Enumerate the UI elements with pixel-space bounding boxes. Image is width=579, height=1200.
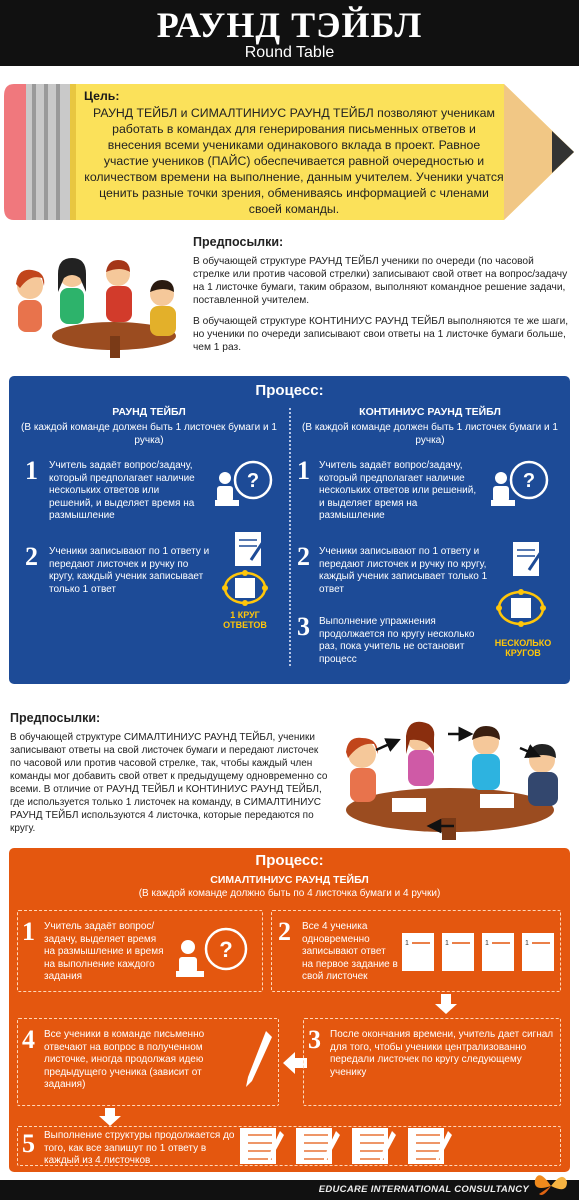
svg-text:1: 1 [525, 940, 529, 947]
step-number: 1 [22, 917, 35, 946]
goal-text: РАУНД ТЕЙБЛ и СИМАЛТИНИУС РАУНД ТЕЙБЛ позволяют ученикам работать в командах для генерирования письменных ответов и внесения всеми учениками одинакового вклада в проект. Равное участие учеников (ПАЙС) обеспечивается равной очередностью и количеством времени на выполнение, данным учителем. Ученики учатся ценить разные точки зрения, обмениваясь информацией с членами своей команды. [84, 106, 504, 216]
process-1-title: Процесс: [255, 382, 324, 399]
simultaneous-step-2: Все 4 ученика одновременно записывают ответ на первое задание в свой листочек [302, 921, 398, 982]
round-table-step-1: Учитель задаёт вопрос/задачу, который предполагает наличие нескольких ответов или решений, и выделяет время на размышление [49, 460, 195, 521]
prerequisites-2-text: В обучающей структуре СИМАЛТИНИУС РАУНД ТЕЙБЛ, ученики записывают ответы на свой листочек бумаги и передают листочек по часовой или против часовой стрелке, так, чтобы каждый член команды мог добавить свой ответ к предыдущему одновременно со всеми. В отличие от РАУНД ТЕЙБЛ и КОНТИНИУС РАУНД ТЕЙБЛ, где используется только 1 листочек на команду, в СИМАЛТИНИУС РАУНД ТЕЙБЛ используются 4 листочка, которые передаются по кругу. [10, 732, 328, 834]
svg-text:1: 1 [445, 940, 449, 947]
students-writing-illustration [330, 708, 574, 842]
circular-pass-icon [493, 588, 549, 628]
continuous-round-table-title: КОНТИНИУС РАУНД ТЕЙБЛ [359, 406, 501, 418]
step-number: 3 [297, 612, 310, 641]
simultaneous-step-4-box [17, 1018, 279, 1106]
prerequisites-1 [193, 236, 573, 362]
simultaneous-step-5-box [17, 1126, 561, 1166]
circular-pass-icon [219, 570, 271, 606]
footer [0, 1180, 579, 1200]
prerequisites-1-paragraph-2: В обучающей структуре КОНТИНИУС РАУНД ТЕЙБЛ выполняются те же шаги, но ученики по очереди записывают свои ответы на 1 листочке бумаги больше, чем 1 раз. [193, 316, 569, 353]
footer-text: EDUCARE INTERNATIONAL CONSULTANCY [318, 1184, 529, 1195]
simultaneous-step-3: После окончания времени, учитель дает сигнал для того, чтобы ученики централизованно передали листочек по кругу следующему ученику [330, 1029, 554, 1078]
simultaneous-step-5: Выполнение структуры продолжается до того, как все запишут по 1 ответу в каждый из 4 листочков [44, 1130, 235, 1166]
step-number: 2 [25, 542, 38, 571]
simultaneous-step-2-box [271, 910, 561, 992]
step-number: 2 [297, 542, 310, 571]
step-number: 3 [308, 1025, 321, 1054]
paper-pen-icon [231, 530, 271, 570]
page-title: РАУНД ТЭЙБЛ [156, 5, 423, 45]
step-number: 1 [25, 456, 38, 485]
goal-label: Цель: [84, 89, 120, 103]
arrow-down-icon [435, 994, 457, 1014]
process-2-title: Процесс: [255, 852, 324, 869]
simultaneous-title: СИМАЛТИНИУС РАУНД ТЕЙБЛ [210, 874, 369, 886]
four-filled-papers-icon [240, 1127, 540, 1165]
round-table-step-2: Ученики записывают по 1 ответу и передают листочек и ручку по кругу, каждый ученик записывает только 1 ответ [49, 546, 210, 595]
goal-block [84, 88, 504, 217]
round-table-subtitle: (В каждой команде должен быть 1 листочек бумаги и 1 ручка) [21, 422, 277, 446]
process-panel-orange [9, 848, 570, 1172]
prerequisites-2 [10, 712, 328, 835]
students-at-table-illustration [6, 244, 182, 360]
arrow-down-icon [99, 1108, 121, 1126]
butterfly-logo-icon [533, 1168, 569, 1200]
continuous-round-table-subtitle: (В каждой команде должен быть 1 листочек бумаги и 1 ручка) [302, 422, 558, 446]
continuous-step-1: Учитель задаёт вопрос/задачу, который предполагает наличие нескольких ответов или решений, и выделяет время на размышление [319, 460, 477, 521]
continuous-step-2: Ученики записывают по 1 ответу и передают листочек и ручку по кругу, каждый ученик записывает только 1 ответ [319, 546, 488, 595]
svg-text:?: ? [522, 470, 536, 492]
paper-pen-icon [509, 540, 549, 580]
teacher-question-icon [489, 456, 551, 508]
svg-text:1: 1 [405, 940, 409, 947]
step-number: 5 [22, 1129, 35, 1158]
svg-text:?: ? [219, 937, 233, 962]
pen-icon [244, 1029, 274, 1089]
step-number: 1 [297, 456, 310, 485]
column-divider [289, 408, 291, 666]
four-papers-icon [400, 929, 558, 973]
simultaneous-step-4: Все ученики в команде письменно отвечают на вопрос в полученном листочке, иногда продолжая идею предыдущего ученика (зависит от задания) [44, 1029, 205, 1090]
header [0, 0, 579, 66]
simultaneous-subtitle: (В каждой команде должно быть по 4 листочка бумаги и 4 ручки) [138, 888, 441, 899]
step-number: 4 [22, 1025, 35, 1054]
continuous-step-3: Выполнение упражнения продолжается по кругу несколько раз, пока учитель не остановит процесс [319, 616, 475, 665]
simultaneous-header [9, 874, 570, 900]
prerequisites-1-paragraph-1: В обучающей структуре РАУНД ТЕЙБЛ ученики по очереди (по часовой стрелке или против часовой стрелки) записывают свой ответ на вопрос/задачу на 1 листочке бумаги, таким образом, выполняют командное решение задачи, поставленной учителем. [193, 256, 568, 306]
teacher-question-icon [213, 456, 275, 508]
simultaneous-step-3-box [303, 1018, 561, 1106]
step-number: 2 [278, 917, 291, 946]
round-table-header [19, 406, 279, 447]
prerequisites-1-title: Предпосылки: [193, 235, 284, 249]
process-panel-blue [9, 376, 570, 684]
page-subtitle: Round Table [244, 44, 335, 61]
one-round-badge: 1 КРУГ ОТВЕТОВ [223, 610, 267, 630]
simultaneous-step-1: Учитель задаёт вопрос/задачу, выделяет время на размышление и время на выполнение каждого задания [44, 921, 164, 982]
round-table-title: РАУНД ТЕЙБЛ [112, 406, 186, 418]
simultaneous-step-1-box [17, 910, 263, 992]
multiple-rounds-badge: НЕСКОЛЬКО КРУГОВ [494, 638, 552, 658]
svg-text:1: 1 [485, 940, 489, 947]
teacher-question-icon [174, 921, 254, 981]
svg-text:?: ? [246, 470, 260, 492]
prerequisites-2-title: Предпосылки: [10, 711, 101, 725]
continuous-round-table-header [299, 406, 561, 447]
